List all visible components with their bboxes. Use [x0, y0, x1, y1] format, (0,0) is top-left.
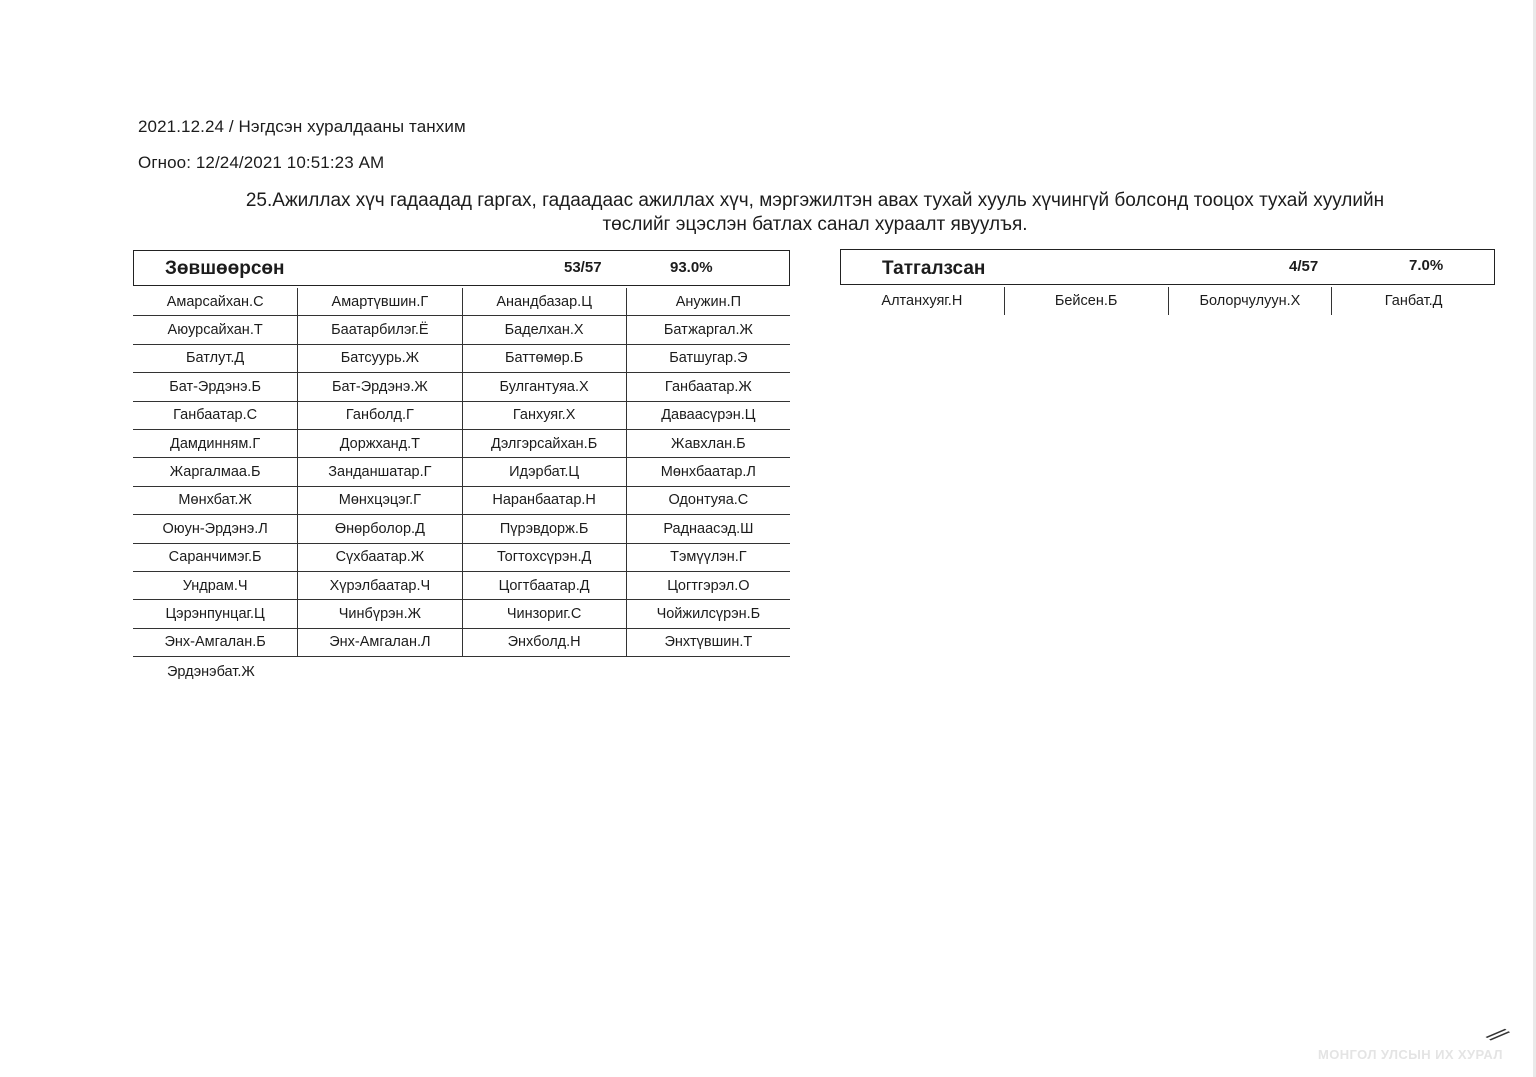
member-name-cell: Аюурсайхан.Т [133, 316, 297, 344]
member-name-cell: Цэрэнпунцаг.Ц [133, 600, 297, 628]
member-name-cell: Баделхан.Х [462, 316, 626, 344]
approved-panel [133, 250, 790, 657]
member-name-cell: Баттөмөр.Б [462, 345, 626, 373]
member-name-cell: Ганбаатар.Ж [626, 373, 790, 401]
member-name-cell: Ганхуяг.Х [462, 402, 626, 430]
rejected-panel [840, 249, 1495, 315]
member-name-cell: Одонтуяа.С [626, 487, 790, 515]
member-name-cell: Энх-Амгалан.Л [297, 629, 461, 657]
member-name-cell: Ганбаатар.С [133, 402, 297, 430]
approved-title: Зөвшөөрсөн [165, 258, 285, 279]
member-name-cell: Наранбаатар.Н [462, 487, 626, 515]
rejected-count: 4/57 [1289, 258, 1319, 275]
member-name-cell: Бат-Эрдэнэ.Б [133, 373, 297, 401]
member-name-cell: Тогтохсүрэн.Д [462, 544, 626, 572]
member-name-cell: Идэрбат.Ц [462, 458, 626, 486]
motion-line-2: төслийг эцэслэн батлах санал хураалт явуулъя. [602, 214, 1028, 235]
member-name-cell: Занданшатар.Г [297, 458, 461, 486]
member-name-cell: Өнөрболор.Д [297, 515, 461, 543]
member-name-cell: Ганболд.Г [297, 402, 461, 430]
member-name-cell: Мөнхцэцэг.Г [297, 487, 461, 515]
member-name-cell: Чинбүрэн.Ж [297, 600, 461, 628]
date-line: Огноо: 12/24/2021 10:51:23 AM [138, 153, 385, 172]
member-name-cell: Чойжилсүрэн.Б [626, 600, 790, 628]
member-name-cell: Цогтбаатар.Д [462, 572, 626, 600]
watermark: МОНГОЛ УЛСЫН ИХ ХУРАЛ [1318, 1047, 1503, 1062]
member-name-cell: Булгантуяа.Х [462, 373, 626, 401]
member-name-cell: Чинзориг.С [462, 600, 626, 628]
page-mark: ∕∕ [1486, 1020, 1511, 1050]
approved-header [133, 250, 790, 286]
member-name-cell: Батшугар.Э [626, 345, 790, 373]
member-name-cell: Раднаасэд.Ш [626, 515, 790, 543]
member-name-cell: Болорчулуун.Х [1168, 287, 1332, 315]
member-name-cell: Энхтүвшин.Т [626, 629, 790, 657]
rejected-title: Татгалзсан [882, 258, 986, 279]
member-name-cell: Доржханд.Т [297, 430, 461, 458]
member-name-cell: Баатарбилэг.Ё [297, 316, 461, 344]
member-name-cell: Энхболд.Н [462, 629, 626, 657]
member-name-cell: Батсуурь.Ж [297, 345, 461, 373]
member-name-cell: Жаргалмаа.Б [133, 458, 297, 486]
member-name-cell: Бат-Эрдэнэ.Ж [297, 373, 461, 401]
member-name-cell: Саранчимэг.Б [133, 544, 297, 572]
approved-extra-name: Эрдэнэбат.Ж [167, 664, 255, 680]
member-name-cell: Хүрэлбаатар.Ч [297, 572, 461, 600]
member-name-cell: Ундрам.Ч [133, 572, 297, 600]
motion-title [170, 189, 1460, 237]
member-name-cell: Бейсен.Б [1004, 287, 1168, 315]
approved-names-grid [133, 288, 790, 657]
approved-count: 53/57 [564, 259, 602, 276]
member-name-cell: Тэмүүлэн.Г [626, 544, 790, 572]
member-name-cell: Энх-Амгалан.Б [133, 629, 297, 657]
member-name-cell: Дамдинням.Г [133, 430, 297, 458]
member-name-cell: Амарсайхан.С [133, 288, 297, 316]
member-name-cell: Ганбат.Д [1331, 287, 1495, 315]
rejected-percent: 7.0% [1409, 257, 1444, 274]
member-name-cell: Даваасүрэн.Ц [626, 402, 790, 430]
approved-percent: 93.0% [670, 259, 713, 276]
member-name-cell: Оюун-Эрдэнэ.Л [133, 515, 297, 543]
member-name-cell: Анандбазар.Ц [462, 288, 626, 316]
member-name-cell: Мөнхбат.Ж [133, 487, 297, 515]
member-name-cell: Сүхбаатар.Ж [297, 544, 461, 572]
member-name-cell: Цогтгэрэл.О [626, 572, 790, 600]
rejected-header [840, 249, 1495, 285]
member-name-cell: Пүрэвдорж.Б [462, 515, 626, 543]
member-name-cell: Батжаргал.Ж [626, 316, 790, 344]
session-line: 2021.12.24 / Нэгдсэн хуралдааны танхим [138, 117, 466, 136]
member-name-cell: Батлут.Д [133, 345, 297, 373]
member-name-cell: Жавхлан.Б [626, 430, 790, 458]
rejected-names-grid [840, 287, 1495, 315]
member-name-cell: Алтанхуяг.Н [881, 293, 963, 309]
member-name-cell: Анужин.П [626, 288, 790, 316]
member-name-cell: Мөнхбаатар.Л [626, 458, 790, 486]
member-name-cell: Амартүвшин.Г [297, 288, 461, 316]
motion-line-1: 25.Ажиллах хүч гадаадад гаргах, гадаадаас ажиллах хүч, мэргэжилтэн авах тухай хууль хүчингүй болсонд тооцох тухай хуулийн [245, 190, 1385, 211]
member-name-cell: Дэлгэрсайхан.Б [462, 430, 626, 458]
